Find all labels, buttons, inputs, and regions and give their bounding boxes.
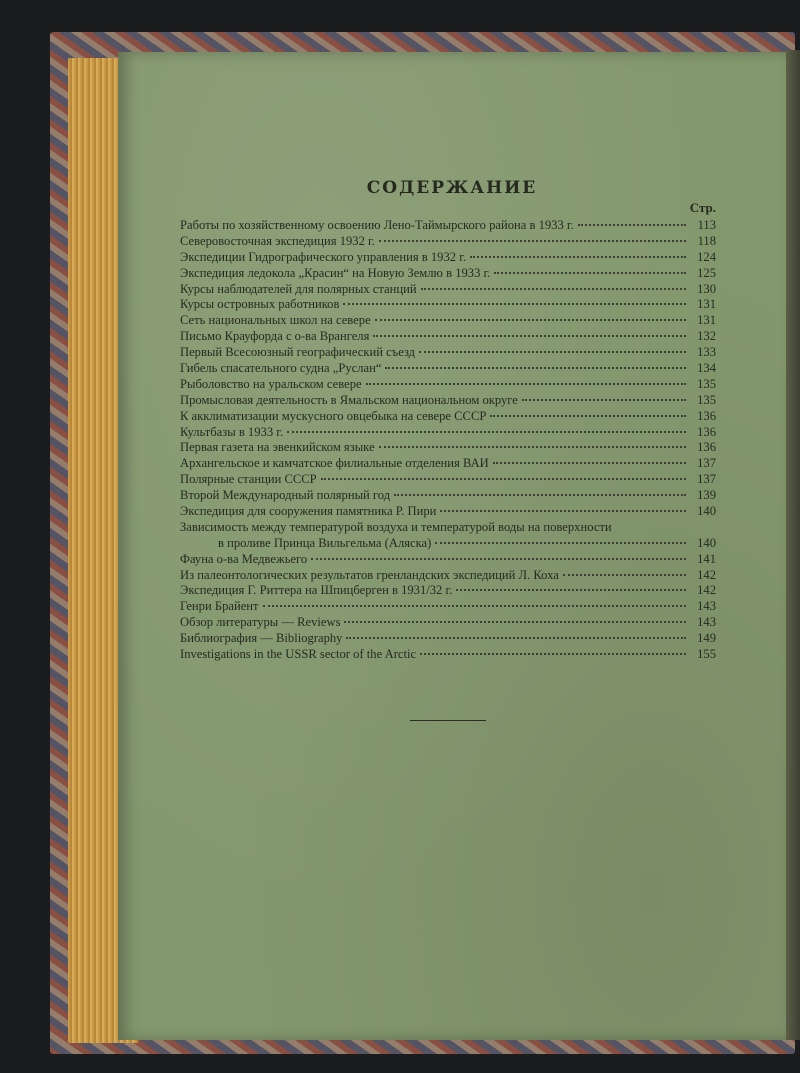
toc-entry-page: 140 [697,535,716,550]
dot-leader [394,494,686,496]
toc-entry [180,409,716,425]
toc-entry-page: 155 [697,647,716,662]
toc-entry-title: Работы по хозяйственному освоению Лено-Таймырского района в 1933 г. [180,218,574,232]
table-of-contents [180,218,716,663]
toc-entry-page: 124 [697,249,716,264]
dot-leader [366,383,686,385]
toc-entry [180,631,716,647]
dot-leader [493,462,686,464]
toc-entry [180,329,716,345]
dot-leader [311,558,686,560]
dot-leader [420,653,686,655]
dot-leader [373,335,686,337]
toc-entry [180,361,716,377]
toc-entry [180,504,716,520]
toc-entry [180,472,716,488]
toc-entry [180,250,716,266]
toc-entry-title: Из палеонтологических результатов гренландских экспедиций Л. Коха [180,567,559,582]
dot-leader [344,621,686,623]
toc-entry-title: Первая газета на эвенкийском языке [180,440,375,455]
toc-entry-title: Курсы островных работников [180,297,340,312]
toc-entry-line-2 [180,536,716,552]
toc-entry-title: Полярные станции СССР [180,472,317,487]
dot-leader [346,637,686,639]
toc-entry-title: Зависимость между температурой воздуха и температурой воды на поверхности [180,519,612,534]
toc-entry [180,218,716,234]
toc-entry [180,440,716,456]
toc-entry [180,488,716,504]
dot-leader [494,272,686,274]
toc-entry-page: 133 [697,345,716,360]
dot-leader [578,224,686,226]
toc-entry-page: 135 [697,376,716,391]
dot-leader [522,399,686,401]
toc-entry-page: 135 [697,392,716,407]
toc-entry-title: Промысловая деятельность в Ямальском национальном округе [180,392,518,407]
toc-entry [180,568,716,584]
toc-entry [180,266,716,282]
toc-entry [180,313,716,329]
dot-leader [563,574,686,576]
dot-leader [343,303,686,305]
toc-entry-page: 131 [697,297,716,312]
toc-entry-page: 142 [697,567,716,582]
toc-entry-title: Investigations in the USSR sector of the Arctic [180,647,417,662]
toc-entry [180,456,716,472]
toc-entry-page: 142 [697,583,716,598]
toc-entry-line-1 [180,520,716,536]
toc-entry-page: 137 [697,472,716,487]
dot-leader [435,542,686,544]
toc-entry [180,583,716,599]
dot-leader [375,319,686,321]
toc-entry-title: Гибель спасательного судна „Руслан“ [180,361,382,376]
toc-entry-title: Сеть национальных школ на севере [180,313,371,328]
toc-entry-title: Генри Брайент [180,599,259,614]
toc-entry [180,599,716,615]
dot-leader [321,478,686,480]
toc-entry-page: 134 [697,361,716,376]
toc-entry [180,647,716,663]
toc-entry-page: 143 [697,599,716,614]
toc-entry [180,615,716,631]
toc-entry [180,393,716,409]
toc-entry-page: 130 [697,281,716,296]
toc-entry-page: 139 [697,488,716,503]
book-spine-edge [785,50,800,1040]
toc-entry-page: 132 [697,329,716,344]
toc-entry-page: 118 [697,233,716,248]
toc-entry-title: Первый Всесоюзный географический съезд [180,345,416,360]
toc-entry-title: Экспедиция для сооружения памятника Р. Пири [180,504,437,519]
toc-entry-title-continued: в проливе Принца Вильгельма (Аляска) [218,535,432,550]
toc-entry-page: 143 [697,615,716,630]
toc-entry-title: К акклиматизации мускусного овцебыка на севере СССР [180,408,487,423]
dot-leader [470,256,686,258]
toc-entry-title: Второй Международный полярный год [180,488,391,503]
dot-leader [490,415,686,417]
toc-entry-page: 136 [697,440,716,455]
dot-leader [421,288,686,290]
toc-entry-page: 131 [697,313,716,328]
toc-entry [180,552,716,568]
toc-entry-title: Архангельское и камчатское филиальные отделения ВАИ [180,456,489,471]
toc-entry [180,282,716,298]
toc-entry-title: Фауна о-ва Медвежьего [180,551,308,566]
dot-leader [379,240,686,242]
toc-entry-page: 137 [697,456,716,471]
toc-entry-page: 113 [697,218,716,232]
toc-entry-page: 149 [697,631,716,646]
toc-entry-title: Письмо Крауфорда с о-ва Врангеля [180,329,370,344]
toc-entry-title: Экспедиции Гидрографического управления в 1932 г. [180,249,467,264]
end-rule [410,720,486,721]
dot-leader [287,431,686,433]
contents-page [118,52,786,1040]
toc-entry [180,377,716,393]
toc-entry-page: 136 [697,408,716,423]
toc-entry [180,234,716,250]
toc-entry-title: Библиография — Bibliography [180,631,343,646]
toc-entry-title: Обзор литературы — Reviews [180,615,341,630]
toc-entry-title: Рыболовство на уральском севере [180,376,362,391]
toc-entry-page: 141 [697,551,716,566]
toc-entry [180,297,716,313]
dot-leader [379,446,686,448]
toc-entry [180,425,716,441]
page-column-header: Стр. [689,200,716,215]
toc-entry [180,345,716,361]
dot-leader [440,510,686,512]
toc-entry-page: 136 [697,424,716,439]
toc-entry-page: 125 [697,265,716,280]
dot-leader [385,367,686,369]
toc-entry-title: Культбазы в 1933 г. [180,424,284,439]
dot-leader [419,351,686,353]
toc-entry-title: Экспедиция ледокола „Красин“ на Новую Землю в 1933 г. [180,265,491,280]
toc-entry-title: Северовосточная экспедиция 1932 г. [180,233,375,248]
dot-leader [456,589,686,591]
page-title: СОДЕРЖАНИЕ [366,178,538,198]
toc-entry-title: Курсы наблюдателей для полярных станций [180,281,417,296]
toc-entry-page: 140 [697,504,716,519]
toc-entry-title: Экспедиция Г. Риттера на Шпицберген в 1931/32 г. [180,583,453,598]
dot-leader [263,605,686,607]
